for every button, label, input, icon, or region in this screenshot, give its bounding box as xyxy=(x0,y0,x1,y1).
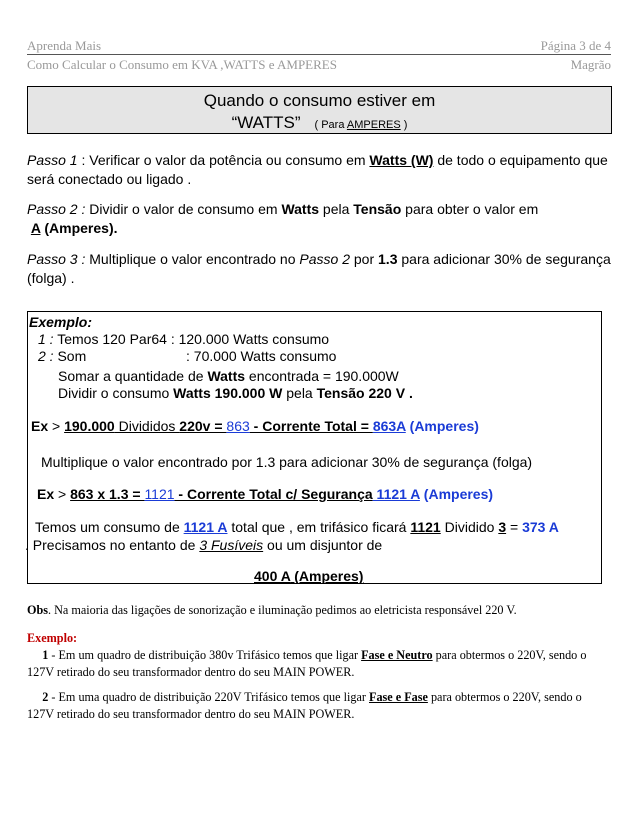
note-1-line2: 127V retirado do seu transformador dentro do seu MAIN POWER. xyxy=(27,665,355,679)
step-2-tensao: Tensão xyxy=(353,201,402,217)
header-author: Magrão xyxy=(570,57,611,72)
note-1 xyxy=(27,647,612,681)
obs-text: . Na maioria das ligações de sonorização e iluminação pedimos ao eletricista responsável 220 V. xyxy=(48,603,517,617)
total-d: 373 A xyxy=(522,519,559,535)
note-1-text2: para obtermos o 220V, sendo o xyxy=(432,648,587,662)
calc-1-e: - Corrente Total = xyxy=(249,418,373,434)
step-3-label: Passo 3 : xyxy=(27,251,86,267)
note-2-num: 2 xyxy=(42,690,49,704)
calc-2-a: 863 x 1.3 = xyxy=(70,486,145,502)
example-multiply: Multiplique o valor encontrado por 1.3 para adicionar 30% de segurança (folga) xyxy=(41,454,533,470)
calc-2-e: (Amperes) xyxy=(419,486,494,502)
note-2-text: - Em uma quadro de distribuição 220V Trifásico temos que ligar xyxy=(48,690,369,704)
step-3-text: Multiplique o valor encontrado no xyxy=(85,251,300,267)
obs-note xyxy=(27,602,517,619)
example-divide-bold2: Tensão 220 V . xyxy=(316,385,413,401)
step-1-text: : Verificar o valor da potência ou consumo em xyxy=(77,152,370,168)
example-divide xyxy=(58,385,413,401)
step-2-text: Dividir o valor de consumo em xyxy=(85,201,282,217)
note-2-text2: para obtermos o 220V, sendo o xyxy=(427,690,582,704)
result-unit: (Amperes) xyxy=(290,568,364,584)
example-need xyxy=(25,537,382,553)
title-sub-open: ( Para xyxy=(314,119,347,131)
note-1-bold: Fase e Neutro xyxy=(361,648,433,662)
step-2-label: Passo 2 : xyxy=(27,201,86,217)
calc-1-a: 190.000 xyxy=(64,418,115,434)
page-subheader xyxy=(27,57,611,73)
example-total xyxy=(35,519,559,535)
result-value: 400 A xyxy=(254,568,291,584)
need-text2: ou um disjuntor de xyxy=(263,537,383,553)
example-item-1-num: 1 : xyxy=(38,331,54,347)
step-3-text2: por xyxy=(350,251,379,267)
example-heading: Exemplo: xyxy=(29,314,93,330)
note-2 xyxy=(27,689,612,723)
title-line1: Quando o consumo estiver em xyxy=(203,91,436,110)
example-result xyxy=(254,568,363,584)
page-number: Página 3 de 4 xyxy=(540,38,611,53)
step-1 xyxy=(27,151,617,189)
step-2-watts: Watts xyxy=(281,201,320,217)
title-watts: “WATTS” xyxy=(231,113,301,132)
step-1-text2: de todo o equipamento que será conectado ou ligado . xyxy=(27,152,608,187)
note-1-text: - Em um quadro de distribuição 380v Trifásico temos que ligar xyxy=(48,648,362,662)
example-sum-text: Somar a quantidade de xyxy=(58,368,208,384)
example-item-2-name: Som xyxy=(53,348,87,364)
example-item-2-value: : 70.000 Watts consumo xyxy=(186,348,337,364)
step-3-text3: para adicionar 30% de segurança (folga) . xyxy=(27,251,611,286)
example-sum-bold: Watts xyxy=(207,368,246,384)
total-b: 1121 xyxy=(410,519,441,535)
step-3-num: 1.3 xyxy=(378,251,398,267)
step-1-label: Passo 1 xyxy=(27,152,78,168)
need-text: . Precisamos no entanto de xyxy=(25,537,200,553)
step-2-amp: (Amperes). xyxy=(40,220,118,236)
example-calc-1 xyxy=(31,418,479,434)
step-3-ref: Passo 2 xyxy=(299,251,350,267)
note-2-line2: 127V retirado do seu transformador dentro do seu MAIN POWER. xyxy=(27,707,355,721)
step-3 xyxy=(27,250,617,288)
example-divide-text: Dividir o consumo xyxy=(58,385,174,401)
header-title: Aprenda Mais xyxy=(27,38,102,53)
total-a: 1121 A xyxy=(183,519,228,535)
page-header xyxy=(27,38,611,55)
total-text: Temos um consumo de xyxy=(35,519,184,535)
calc-1-c: 220v = xyxy=(179,418,227,434)
calc-1-ex: Ex xyxy=(31,418,49,434)
calc-1-gt: > xyxy=(48,418,65,434)
example-item-2-num: 2 : xyxy=(38,348,54,364)
calc-1-f: 863A xyxy=(372,418,406,434)
step-2-a: A xyxy=(30,220,41,236)
example-calc-2 xyxy=(37,486,493,502)
step-2-text3: para obter o valor em xyxy=(401,201,539,217)
step-1-bold: Watts (W) xyxy=(369,152,434,168)
total-text3: Dividido xyxy=(440,519,499,535)
title-sub xyxy=(314,119,407,131)
total-text2: total que , em trifásico ficará xyxy=(227,519,411,535)
calc-2-d: 1121 A xyxy=(372,486,420,502)
obs-label: Obs xyxy=(27,603,49,617)
step-2 xyxy=(27,200,617,238)
title-sub-link: AMPERES xyxy=(346,119,401,131)
example-item-1-text: Temos 120 Par64 : 120.000 Watts consumo xyxy=(53,331,330,347)
header-subtitle: Como Calcular o Consumo em KVA ,WATTS e AMPERES xyxy=(27,57,337,72)
calc-2-b: 1121 xyxy=(144,486,175,502)
title-box xyxy=(27,86,612,134)
title-sub-close: ) xyxy=(400,119,408,131)
example-sum xyxy=(58,368,399,384)
calc-2-c: - Corrente Total c/ Segurança xyxy=(174,486,373,502)
total-c: 3 xyxy=(498,519,507,535)
title-line2 xyxy=(28,113,611,133)
calc-1-g: (Amperes) xyxy=(405,418,479,434)
example-box xyxy=(27,311,602,584)
example-item-2 xyxy=(38,348,86,364)
example-divide-text2: pela xyxy=(282,385,317,401)
example-divide-bold: Watts 190.000 W xyxy=(173,385,283,401)
total-text4: = xyxy=(506,519,523,535)
example-sum-text2: encontrada = 190.000W xyxy=(245,368,399,384)
step-2-text2: pela xyxy=(319,201,354,217)
calc-2-ex: Ex xyxy=(37,486,55,502)
note-1-num: 1 xyxy=(42,648,49,662)
calc-1-b: Divididos xyxy=(114,418,180,434)
notes-example-label: Exemplo: xyxy=(27,631,78,645)
calc-1-d: 863 xyxy=(226,418,250,434)
calc-2-gt: > xyxy=(54,486,71,502)
example-item-1 xyxy=(38,331,329,347)
need-fuses: 3 Fusíveis xyxy=(199,537,264,553)
note-2-bold: Fase e Fase xyxy=(369,690,428,704)
